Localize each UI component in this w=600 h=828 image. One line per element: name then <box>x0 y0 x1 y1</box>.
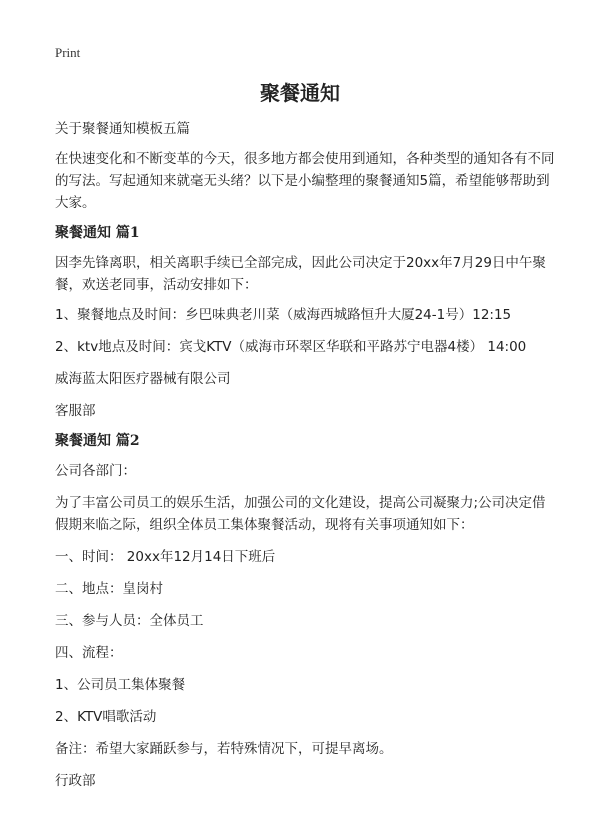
document-subtitle: 关于聚餐通知模板五篇 <box>55 121 190 137</box>
section-2-paragraph-8: 2、KTV唱歌活动 <box>55 709 157 725</box>
intro-paragraph: 在快速变化和不断变革的今天，很多地方都会使用到通知，各种类型的通知各有不同的写法。写起通知来就毫无头绪？以下是小编整理的聚餐通知5篇，希望能够帮助到大家。 <box>55 151 555 211</box>
document-body <box>55 118 555 800</box>
section-1-paragraph-3: 2、ktv地点及时间：宾戈KTV（威海市环翠区华联和平路苏宁电器4楼） 14:00 <box>55 339 527 355</box>
section-2-paragraph-5: 三、参与人员：全体员工 <box>55 613 204 629</box>
section-1-paragraph-2: 1、聚餐地点及时间：乡巴味典老川菜（威海西城路恒升大厦24-1号）12:15 <box>55 307 512 323</box>
section-2-paragraph-1: 公司各部门： <box>55 463 136 479</box>
section-heading-2: 聚餐通知 篇2 <box>55 433 140 449</box>
print-label: Print <box>55 45 81 60</box>
section-2-paragraph-4: 二、地点：皇岗村 <box>55 581 163 597</box>
section-2-paragraph-3: 一、时间： 20xx年12月14日下班后 <box>55 549 276 565</box>
section-1-paragraph-4: 威海蓝太阳医疗器械有限公司 <box>55 371 231 387</box>
section-1-paragraph-1: 因李先锋离职，相关离职手续已全部完成，因此公司决定于20xx年7月29日中午聚餐，欢送老同事，活动安排如下： <box>55 255 546 293</box>
section-1-paragraph-5: 客服部 <box>55 403 96 419</box>
section-2-paragraph-7: 1、公司员工集体聚餐 <box>55 677 186 693</box>
section-2-paragraph-9: 备注：希望大家踊跃参与，若特殊情况下，可提早离场。 <box>55 741 393 757</box>
page-title: 聚餐通知 <box>260 81 340 105</box>
section-2-paragraph-6: 四、流程： <box>55 645 123 661</box>
section-heading-1: 聚餐通知 篇1 <box>55 225 140 241</box>
section-2-paragraph-2: 为了丰富公司员工的娱乐生活，加强公司的文化建设，提高公司凝聚力;公司决定借假期来临之际，组织全体员工集体聚餐活动，现将有关事项通知如下： <box>55 495 546 533</box>
section-2-paragraph-10: 行政部 <box>55 773 96 789</box>
